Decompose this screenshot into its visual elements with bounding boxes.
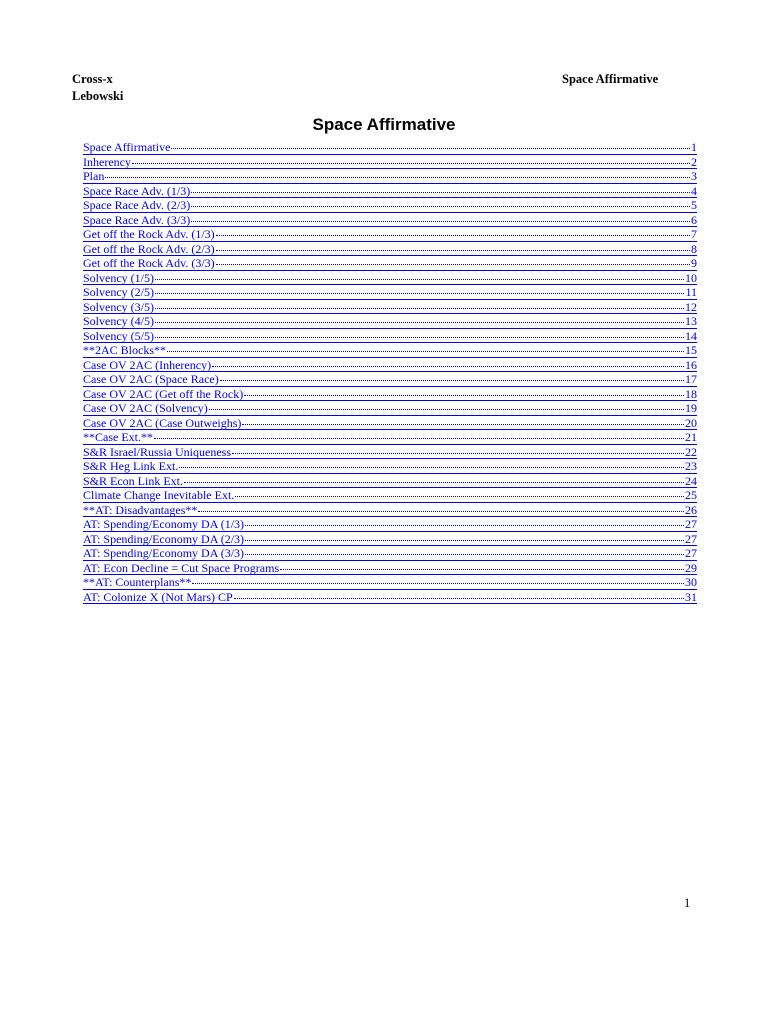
toc-entry-label[interactable]: **AT: Counterplans** bbox=[83, 575, 192, 589]
toc-entry-label[interactable]: Solvency (1/5) bbox=[83, 270, 154, 285]
toc-entry-label[interactable]: S&R Econ Link Ext. bbox=[83, 473, 183, 488]
toc-entry-page-number[interactable]: 12 bbox=[685, 299, 697, 314]
toc-entry[interactable] bbox=[83, 590, 697, 605]
toc-entry-page-number[interactable]: 18 bbox=[685, 386, 697, 401]
toc-entry-page-number[interactable]: 14 bbox=[685, 328, 697, 343]
toc-entry-page-number[interactable]: 9 bbox=[691, 256, 697, 270]
header-document-title: Space Affirmative bbox=[562, 72, 659, 86]
toc-entry-page-number[interactable]: 15 bbox=[685, 343, 697, 357]
toc-dot-leader bbox=[198, 501, 684, 512]
toc-entry-label[interactable]: S&R Israel/Russia Uniqueness bbox=[83, 444, 231, 459]
toc-entry-page-number[interactable]: 27 bbox=[685, 531, 697, 546]
toc-entry-page-number[interactable]: 27 bbox=[685, 546, 697, 560]
toc-entry-page-number[interactable]: 21 bbox=[685, 430, 697, 444]
toc-entry-page-number[interactable]: 26 bbox=[685, 502, 697, 517]
toc-entry-label[interactable]: **Case Ext.** bbox=[83, 430, 153, 444]
toc-entry-label[interactable]: Climate Change Inevitable Ext. bbox=[83, 488, 235, 502]
toc-entry-label[interactable]: Get off the Rock Adv. (1/3) bbox=[83, 227, 215, 241]
header-author: Lebowski bbox=[72, 89, 124, 103]
toc-entry-page-number[interactable]: 31 bbox=[685, 589, 697, 604]
toc-dot-leader bbox=[105, 167, 690, 178]
toc-entry-label[interactable]: Solvency (2/5) bbox=[83, 285, 154, 299]
toc-entry-label[interactable]: Case OV 2AC (Solvency) bbox=[83, 401, 208, 415]
footer-page-number: 1 bbox=[684, 896, 691, 910]
toc-entry-page-number[interactable]: 10 bbox=[685, 270, 697, 285]
toc-entry-page-number[interactable]: 24 bbox=[685, 473, 697, 488]
toc-entry-label[interactable]: AT: Econ Decline = Cut Space Programs bbox=[83, 560, 280, 575]
toc-dot-leader bbox=[179, 457, 684, 468]
toc-entry-label[interactable]: AT: Spending/Economy DA (2/3) bbox=[83, 531, 245, 546]
toc-entry-label[interactable]: Get off the Rock Adv. (2/3) bbox=[83, 241, 215, 256]
toc-dot-leader bbox=[155, 298, 684, 309]
toc-entry-label[interactable]: AT: Spending/Economy DA (1/3) bbox=[83, 517, 245, 531]
toc-dot-leader bbox=[191, 182, 690, 193]
toc-dot-leader bbox=[245, 515, 684, 526]
toc-entry-page-number[interactable]: 19 bbox=[685, 401, 697, 415]
toc-entry-label[interactable]: Space Race Adv. (1/3) bbox=[83, 183, 191, 198]
toc-entry-page-number[interactable]: 11 bbox=[685, 285, 697, 299]
toc-entry-page-number[interactable]: 3 bbox=[691, 169, 697, 183]
toc-dot-leader bbox=[234, 588, 684, 599]
toc-dot-leader bbox=[245, 530, 684, 541]
toc-entry-label[interactable]: Solvency (5/5) bbox=[83, 328, 154, 343]
toc-dot-leader bbox=[155, 312, 684, 323]
toc-dot-leader bbox=[216, 240, 690, 251]
toc-entry-page-number[interactable]: 4 bbox=[691, 183, 697, 198]
toc-entry-label[interactable]: Case OV 2AC (Case Outweighs) bbox=[83, 415, 242, 430]
toc-entry-label[interactable]: AT: Spending/Economy DA (3/3) bbox=[83, 546, 245, 560]
toc-entry-label[interactable]: Solvency (4/5) bbox=[83, 314, 154, 328]
toc-dot-leader bbox=[155, 283, 684, 294]
toc-dot-leader bbox=[235, 486, 684, 497]
toc-entry-label[interactable]: Get off the Rock Adv. (3/3) bbox=[83, 256, 215, 270]
toc-dot-leader bbox=[155, 269, 684, 280]
toc-entry-page-number[interactable]: 27 bbox=[685, 517, 697, 531]
toc-entry-label[interactable]: Inherency bbox=[83, 154, 131, 169]
table-of-contents bbox=[83, 140, 697, 604]
toc-dot-leader bbox=[280, 559, 684, 570]
toc-entry-label[interactable]: S&R Heg Link Ext. bbox=[83, 459, 179, 473]
toc-dot-leader bbox=[154, 428, 684, 439]
toc-entry-page-number[interactable]: 29 bbox=[685, 560, 697, 575]
toc-entry-page-number[interactable]: 7 bbox=[691, 227, 697, 241]
toc-dot-leader bbox=[244, 385, 684, 396]
toc-dot-leader bbox=[216, 225, 690, 236]
toc-dot-leader bbox=[167, 341, 684, 352]
toc-entry-label[interactable]: Space Affirmative bbox=[83, 140, 171, 154]
toc-dot-leader bbox=[192, 573, 684, 584]
toc-entry-page-number[interactable]: 5 bbox=[691, 198, 697, 212]
toc-entry-page-number[interactable]: 8 bbox=[691, 241, 697, 256]
toc-dot-leader bbox=[155, 327, 684, 338]
toc-entry-page-number[interactable]: 6 bbox=[691, 212, 697, 227]
header-left bbox=[72, 71, 123, 105]
toc-entry-page-number[interactable]: 16 bbox=[685, 357, 697, 372]
toc-entry-page-number[interactable]: 20 bbox=[685, 415, 697, 430]
header-course: Cross-x bbox=[72, 72, 113, 86]
toc-entry-page-number[interactable]: 2 bbox=[691, 154, 697, 169]
toc-dot-leader bbox=[242, 414, 684, 425]
toc-entry-label[interactable]: Space Race Adv. (2/3) bbox=[83, 198, 191, 212]
toc-entry-label[interactable]: **AT: Disadvantages** bbox=[83, 502, 198, 517]
page-title: Space Affirmative bbox=[312, 115, 456, 134]
toc-entry-page-number[interactable]: 17 bbox=[685, 372, 697, 386]
toc-dot-leader bbox=[232, 443, 684, 454]
toc-dot-leader bbox=[216, 254, 690, 265]
toc-entry-page-number[interactable]: 13 bbox=[685, 314, 697, 328]
toc-dot-leader bbox=[245, 544, 684, 555]
toc-entry-page-number[interactable]: 22 bbox=[685, 444, 697, 459]
toc-entry-label[interactable]: Case OV 2AC (Inherency) bbox=[83, 357, 212, 372]
toc-dot-leader bbox=[220, 370, 684, 381]
toc-dot-leader bbox=[132, 153, 690, 164]
toc-dot-leader bbox=[171, 138, 690, 149]
toc-dot-leader bbox=[191, 211, 690, 222]
toc-entry-label[interactable]: Case OV 2AC (Space Race) bbox=[83, 372, 219, 386]
toc-entry-page-number[interactable]: 30 bbox=[685, 575, 697, 589]
toc-entry-label[interactable]: Space Race Adv. (3/3) bbox=[83, 212, 191, 227]
toc-entry-page-number[interactable]: 23 bbox=[685, 459, 697, 473]
toc-entry-label[interactable]: **2AC Blocks** bbox=[83, 343, 167, 357]
toc-entry-label[interactable]: Solvency (3/5) bbox=[83, 299, 154, 314]
toc-entry-label[interactable]: Plan bbox=[83, 169, 105, 183]
toc-entry-page-number[interactable]: 1 bbox=[691, 140, 697, 154]
toc-entry-label[interactable]: AT: Colonize X (Not Mars) CP bbox=[83, 589, 233, 604]
toc-entry-page-number[interactable]: 25 bbox=[685, 488, 697, 502]
toc-dot-leader bbox=[212, 356, 684, 367]
toc-entry-label[interactable]: Case OV 2AC (Get off the Rock) bbox=[83, 386, 244, 401]
toc-dot-leader bbox=[191, 196, 690, 207]
toc-dot-leader bbox=[209, 399, 684, 410]
toc-dot-leader bbox=[184, 472, 684, 483]
